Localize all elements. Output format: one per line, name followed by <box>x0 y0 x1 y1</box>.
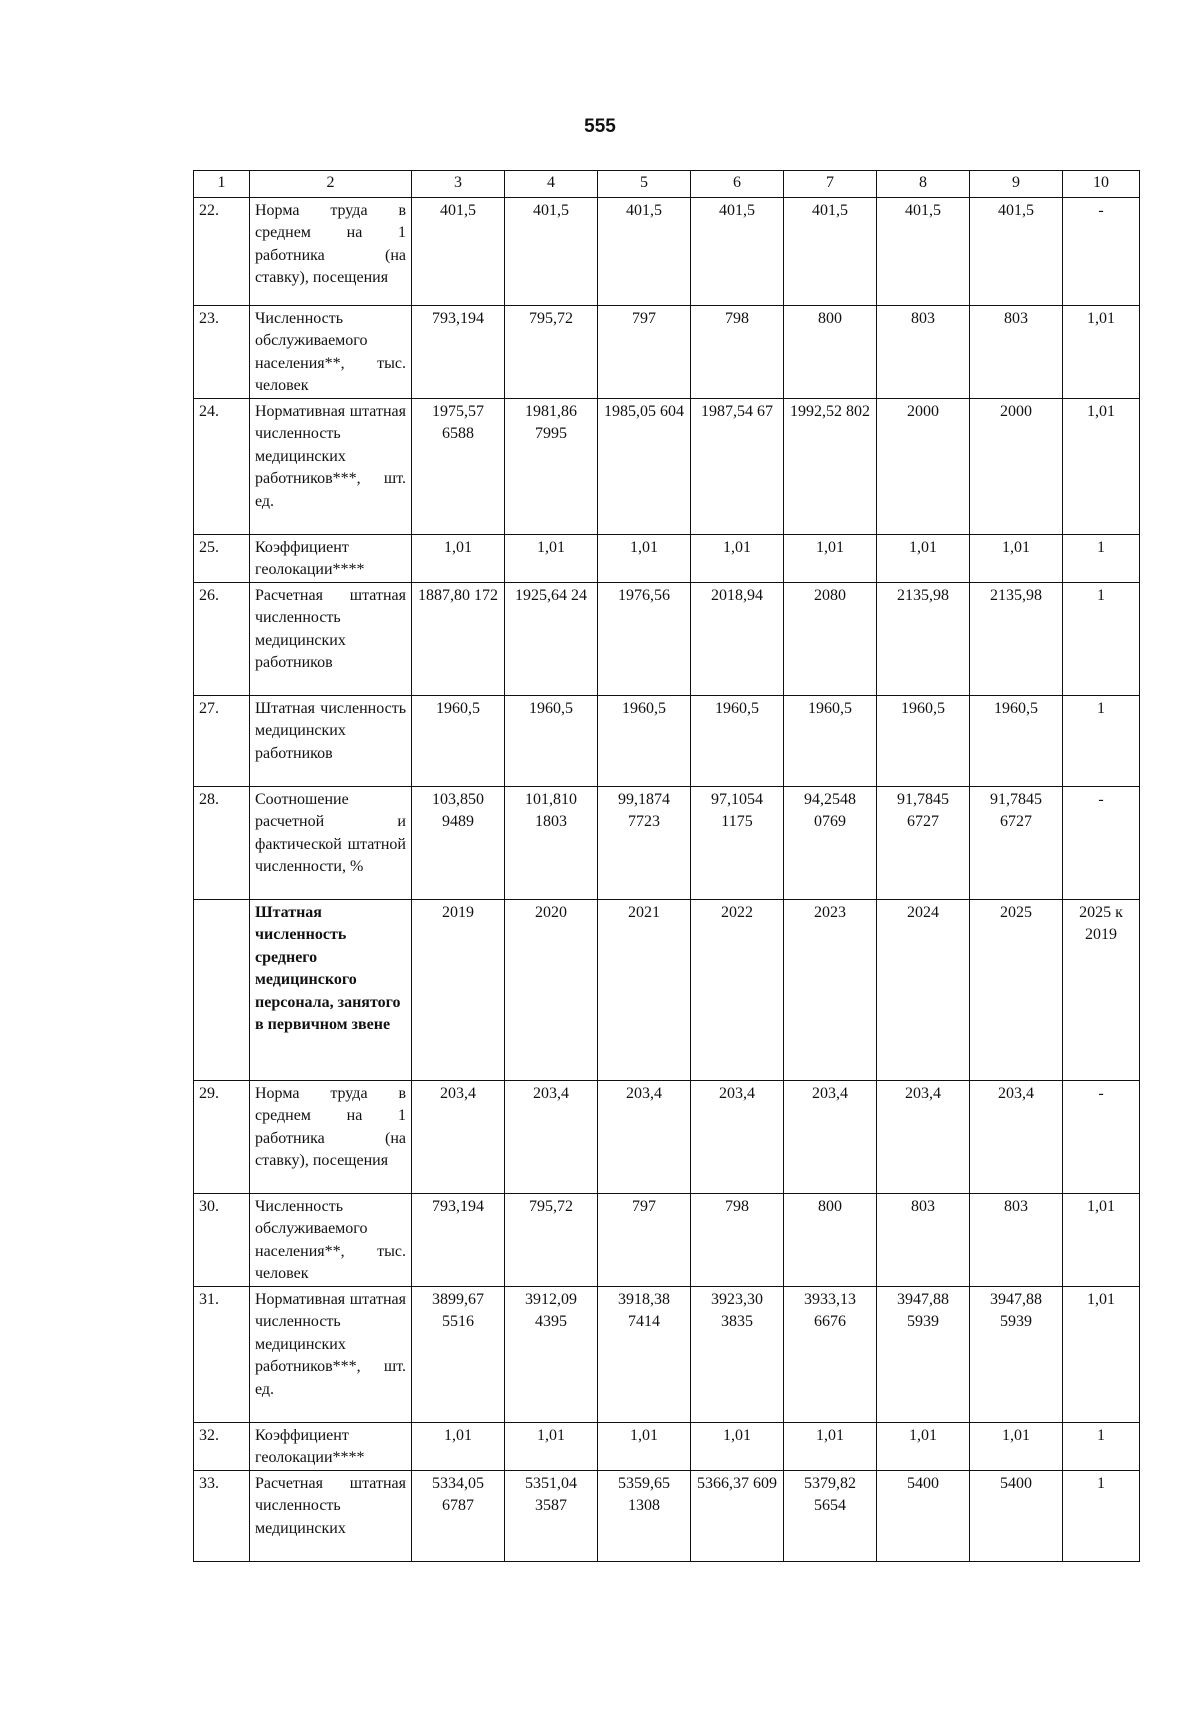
value-cell: 5351,04 3587 <box>505 1470 598 1561</box>
value-cell: - <box>1063 197 1140 305</box>
value-cell: 1,01 <box>412 534 505 582</box>
header-row <box>194 171 1140 198</box>
value-cell: 1960,5 <box>970 695 1063 786</box>
value-cell: 793,194 <box>412 305 505 398</box>
row-label: Численность обслуживаемого населения**, тыс. человек <box>250 1193 412 1286</box>
value-cell: 401,5 <box>784 197 877 305</box>
value-cell: 1,01 <box>412 1422 505 1470</box>
year-cell: 2024 <box>877 899 970 1080</box>
value-cell: 5359,65 1308 <box>598 1470 691 1561</box>
value-cell: 1 <box>1063 534 1140 582</box>
table-row <box>194 1470 1140 1561</box>
value-cell: 1,01 <box>970 1422 1063 1470</box>
value-cell: 1960,5 <box>505 695 598 786</box>
value-cell: 1 <box>1063 695 1140 786</box>
value-cell: 1 <box>1063 582 1140 695</box>
row-number: 29. <box>194 1080 250 1193</box>
value-cell: 203,4 <box>505 1080 598 1193</box>
value-cell: 401,5 <box>598 197 691 305</box>
value-cell: 1 <box>1063 1470 1140 1561</box>
row-label: Нормативная штатная численность медицинских работников***, шт. ед. <box>250 1286 412 1422</box>
column-header: 3 <box>412 171 505 198</box>
value-cell: 1976,56 <box>598 582 691 695</box>
table-row <box>194 1286 1140 1422</box>
value-cell: 5379,82 5654 <box>784 1470 877 1561</box>
value-cell: 3947,88 5939 <box>877 1286 970 1422</box>
table-row <box>194 1193 1140 1286</box>
value-cell: 800 <box>784 305 877 398</box>
value-cell: 3912,09 4395 <box>505 1286 598 1422</box>
value-cell: 1975,57 6588 <box>412 398 505 534</box>
value-cell: - <box>1063 1080 1140 1193</box>
value-cell: 94,2548 0769 <box>784 786 877 899</box>
value-cell: 2080 <box>784 582 877 695</box>
value-cell: 798 <box>691 305 784 398</box>
value-cell: 1,01 <box>598 1422 691 1470</box>
row-label: Штатная численность медицинских работников <box>250 695 412 786</box>
row-number: 25. <box>194 534 250 582</box>
row-label: Численность обслуживаемого населения**, тыс. человек <box>250 305 412 398</box>
value-cell: 1,01 <box>505 1422 598 1470</box>
value-cell: 91,7845 6727 <box>877 786 970 899</box>
value-cell: 99,1874 7723 <box>598 786 691 899</box>
row-label: Норма труда в среднем на 1 работника (на ставку), посещения <box>250 1080 412 1193</box>
column-header: 4 <box>505 171 598 198</box>
column-header: 2 <box>250 171 412 198</box>
value-cell: 1,01 <box>505 534 598 582</box>
value-cell: 5400 <box>877 1470 970 1561</box>
row-number: 31. <box>194 1286 250 1422</box>
value-cell: 401,5 <box>877 197 970 305</box>
table-row <box>194 695 1140 786</box>
table-row <box>194 1080 1140 1193</box>
column-header: 5 <box>598 171 691 198</box>
value-cell: 2135,98 <box>877 582 970 695</box>
year-cell: 2025 к 2019 <box>1063 899 1140 1080</box>
value-cell: 1960,5 <box>784 695 877 786</box>
value-cell: 798 <box>691 1193 784 1286</box>
value-cell: 103,850 9489 <box>412 786 505 899</box>
value-cell: 203,4 <box>598 1080 691 1193</box>
value-cell: 2000 <box>877 398 970 534</box>
column-header: 9 <box>970 171 1063 198</box>
row-number: 23. <box>194 305 250 398</box>
year-cell: 2023 <box>784 899 877 1080</box>
value-cell: 3918,38 7414 <box>598 1286 691 1422</box>
value-cell: 97,1054 1175 <box>691 786 784 899</box>
value-cell: 797 <box>598 305 691 398</box>
table-row <box>194 786 1140 899</box>
column-header: 10 <box>1063 171 1140 198</box>
value-cell: 803 <box>970 1193 1063 1286</box>
value-cell: 1,01 <box>1063 305 1140 398</box>
value-cell: 1,01 <box>1063 1193 1140 1286</box>
value-cell: 401,5 <box>412 197 505 305</box>
row-number: 27. <box>194 695 250 786</box>
value-cell: 797 <box>598 1193 691 1286</box>
value-cell: 1,01 <box>1063 398 1140 534</box>
staffing-table <box>193 170 1140 1562</box>
row-number <box>194 899 250 1080</box>
value-cell: 1,01 <box>691 1422 784 1470</box>
table-row <box>194 1422 1140 1470</box>
table-row <box>194 305 1140 398</box>
value-cell: 2000 <box>970 398 1063 534</box>
value-cell: 203,4 <box>784 1080 877 1193</box>
value-cell: - <box>1063 786 1140 899</box>
row-label: Коэффициент геолокации**** <box>250 1422 412 1470</box>
value-cell: 3947,88 5939 <box>970 1286 1063 1422</box>
row-label: Коэффициент геолокации**** <box>250 534 412 582</box>
value-cell: 795,72 <box>505 1193 598 1286</box>
value-cell: 1,01 <box>877 1422 970 1470</box>
value-cell: 1925,64 24 <box>505 582 598 695</box>
value-cell: 91,7845 6727 <box>970 786 1063 899</box>
row-number: 26. <box>194 582 250 695</box>
value-cell: 1985,05 604 <box>598 398 691 534</box>
value-cell: 1,01 <box>1063 1286 1140 1422</box>
value-cell: 793,194 <box>412 1193 505 1286</box>
value-cell: 1960,5 <box>877 695 970 786</box>
value-cell: 803 <box>877 305 970 398</box>
row-label: Расчетная штатная численность медицинских работников <box>250 582 412 695</box>
value-cell: 401,5 <box>505 197 598 305</box>
value-cell: 2135,98 <box>970 582 1063 695</box>
value-cell: 3899,67 5516 <box>412 1286 505 1422</box>
year-cell: 2021 <box>598 899 691 1080</box>
year-cell: 2019 <box>412 899 505 1080</box>
year-cell: 2025 <box>970 899 1063 1080</box>
row-number: 22. <box>194 197 250 305</box>
value-cell: 795,72 <box>505 305 598 398</box>
column-header: 6 <box>691 171 784 198</box>
value-cell: 1,01 <box>784 534 877 582</box>
value-cell: 1960,5 <box>412 695 505 786</box>
table-row <box>194 534 1140 582</box>
value-cell: 1992,52 802 <box>784 398 877 534</box>
value-cell: 1960,5 <box>598 695 691 786</box>
value-cell: 5400 <box>970 1470 1063 1561</box>
value-cell: 5366,37 609 <box>691 1470 784 1561</box>
row-number: 28. <box>194 786 250 899</box>
value-cell: 1 <box>1063 1422 1140 1470</box>
value-cell: 203,4 <box>412 1080 505 1193</box>
value-cell: 1,01 <box>691 534 784 582</box>
row-number: 24. <box>194 398 250 534</box>
value-cell: 1,01 <box>598 534 691 582</box>
value-cell: 1,01 <box>970 534 1063 582</box>
value-cell: 203,4 <box>970 1080 1063 1193</box>
value-cell: 101,810 1803 <box>505 786 598 899</box>
year-cell: 2020 <box>505 899 598 1080</box>
value-cell: 203,4 <box>691 1080 784 1193</box>
page-number: 555 <box>584 116 616 137</box>
row-number: 32. <box>194 1422 250 1470</box>
value-cell: 5334,05 6787 <box>412 1470 505 1561</box>
value-cell: 803 <box>877 1193 970 1286</box>
table-row <box>194 197 1140 305</box>
value-cell: 803 <box>970 305 1063 398</box>
column-header: 1 <box>194 171 250 198</box>
column-header: 8 <box>877 171 970 198</box>
section-header-row <box>194 899 1140 1080</box>
value-cell: 2018,94 <box>691 582 784 695</box>
row-number: 33. <box>194 1470 250 1561</box>
value-cell: 800 <box>784 1193 877 1286</box>
value-cell: 3933,13 6676 <box>784 1286 877 1422</box>
table-row <box>194 582 1140 695</box>
table-row <box>194 398 1140 534</box>
value-cell: 3923,30 3835 <box>691 1286 784 1422</box>
column-header: 7 <box>784 171 877 198</box>
row-label: Соотношение расчетной и фактической штатной численности, % <box>250 786 412 899</box>
value-cell: 1981,86 7995 <box>505 398 598 534</box>
year-cell: 2022 <box>691 899 784 1080</box>
value-cell: 1987,54 67 <box>691 398 784 534</box>
value-cell: 1,01 <box>877 534 970 582</box>
value-cell: 203,4 <box>877 1080 970 1193</box>
value-cell: 1,01 <box>784 1422 877 1470</box>
row-number: 30. <box>194 1193 250 1286</box>
row-label: Норма труда в среднем на 1 работника (на ставку), посещения <box>250 197 412 305</box>
row-label: Расчетная штатная численность медицинских <box>250 1470 412 1561</box>
value-cell: 1887,80 172 <box>412 582 505 695</box>
row-label: Нормативная штатная численность медицинских работников***, шт. ед. <box>250 398 412 534</box>
value-cell: 1960,5 <box>691 695 784 786</box>
section-title: Штатная численность среднего медицинского персонала, занятого в первичном звене <box>250 899 412 1080</box>
value-cell: 401,5 <box>691 197 784 305</box>
value-cell: 401,5 <box>970 197 1063 305</box>
